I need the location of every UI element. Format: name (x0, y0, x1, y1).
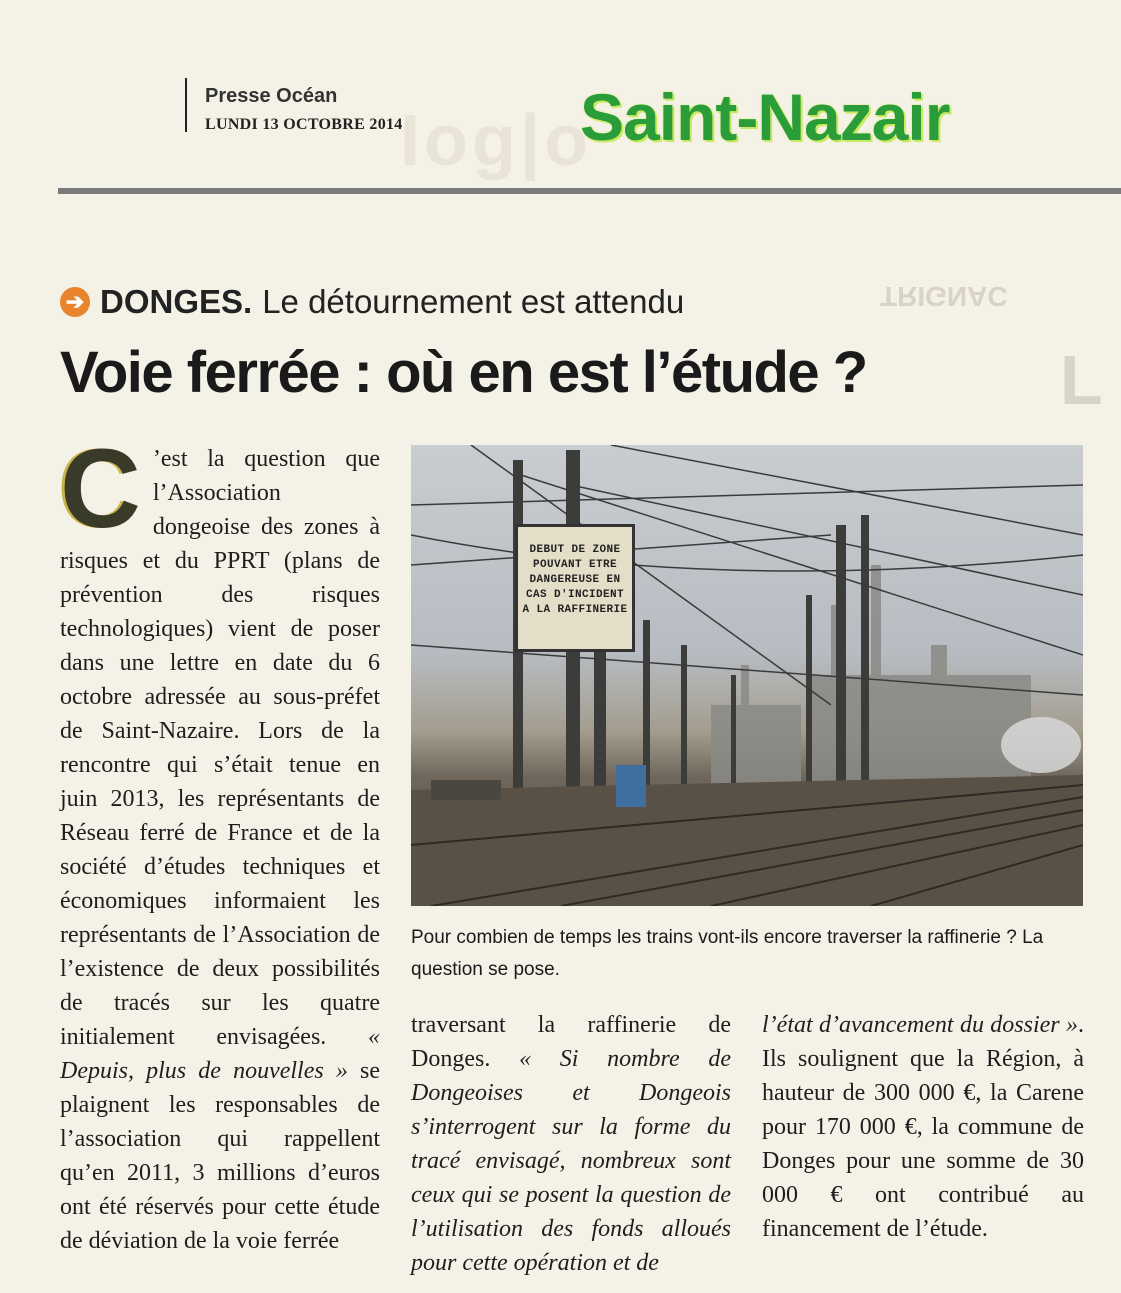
column-3-quote: l’état d’avancement du dossier » (762, 1012, 1078, 1038)
show-through-kicker: TRIGNAC (880, 281, 1008, 312)
photo-caption: Pour combien de temps les trains vont-ils encore traverser la raffinerie ? La question se pose. (411, 927, 1044, 980)
warning-sign: DEBUT DE ZONE POUVANT ETRE DANGEREUSE EN CAS D'INCIDENT A LA RAFFINERIE (515, 524, 635, 652)
railway-refinery-scene (411, 445, 1083, 906)
kicker-place: DONGES. (100, 283, 253, 320)
column-1-text-end: se plaignent les responsables de l’association qui rappellent qu’en 2011, 3 millions d’euros ont été réservés pour cette étude de déviation de la voie ferrée (60, 1058, 380, 1254)
article-column-3 (762, 1008, 1084, 1246)
column-2-quote: « Si nombre de Dongeoises et Dongeois s’interrogent sur la forme du tracé envisagé, nombreux sont ceux qui se posent la question de l’utilisation des fonds alloués pour cette opération et de (411, 1046, 731, 1276)
publication-date: LUNDI 13 OCTOBRE 2014 (205, 116, 403, 133)
article-kicker (60, 282, 684, 322)
section-title: Saint-Nazair (580, 84, 950, 150)
article-headline: Voie ferrée : où en est l’étude ? (60, 340, 867, 405)
show-through-headline: L (1060, 341, 1103, 419)
column-1-quote: « Depuis, plus de nouvelles » (60, 1024, 380, 1084)
column-3-text: . Ils soulignent que la Région, à hauteur de 300 000 €, la Carene pour 170 000 €, la commune de Donges pour une somme de 30 000 € ont contribué au financement de l’étude. (762, 1012, 1084, 1242)
newspaper-name: Presse Océan (205, 85, 338, 107)
article-photo (411, 445, 1083, 906)
masthead-divider (185, 78, 187, 132)
drop-cap: C (60, 426, 141, 551)
header-rule (58, 188, 1121, 194)
column-1-text: ’est la question que l’Association dongeoise des zones à risques et du PPRT (plans de prévention des risques technologiques) vient de poser dans une lettre en date du 6 octobre adressée au sous-préfet de Saint-Nazaire. Lors de la rencontre qui s’était tenue en juin 2013, les représentants de Réseau ferré de France et de la société d’études techniques et économiques informaient les représentants de l’Association de l’existence de deux possibilités de tracés sur les quatre initialement envisagées. (60, 446, 380, 1050)
article-column-2 (411, 1008, 731, 1280)
article-column-1 (60, 426, 380, 1258)
arrow-right-circle-icon: ➔ (60, 287, 90, 317)
kicker-text: Le détournement est attendu (262, 283, 685, 320)
column-2-text: traversant la raffinerie de Donges. (411, 1012, 731, 1072)
show-through-header: I​og|o (400, 101, 593, 181)
